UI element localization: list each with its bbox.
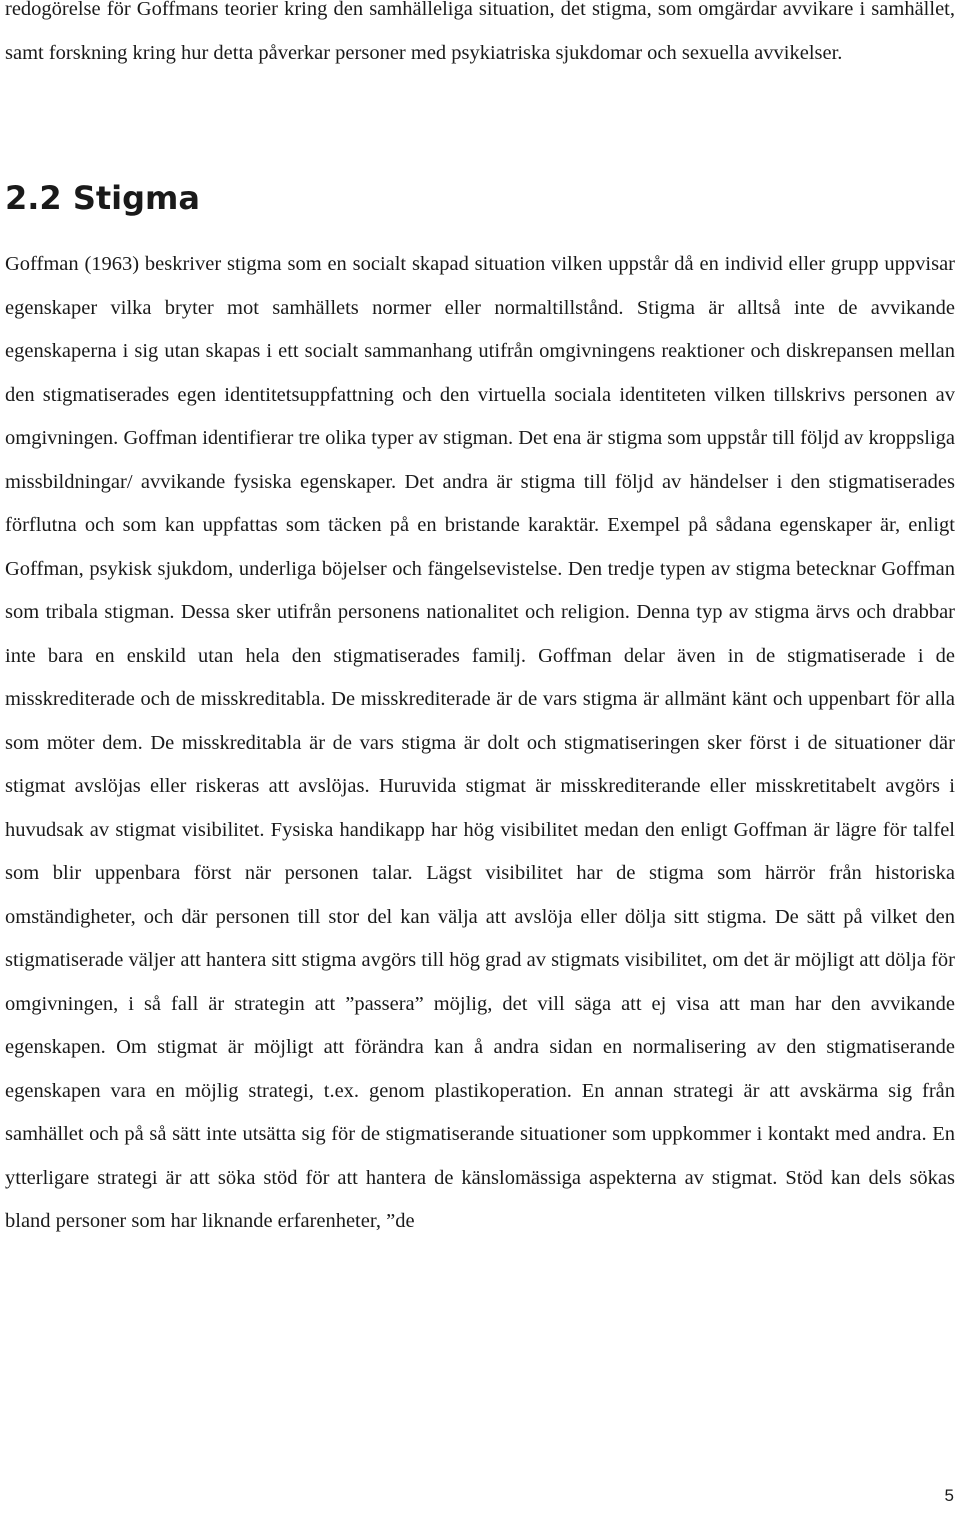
section-heading: 2.2 Stigma (5, 179, 200, 217)
body-paragraph: Goffman (1963) beskriver stigma som en socialt skapad situation vilken uppstår då en individ eller grupp uppvisar egenskaper vilka bryter mot samhällets normer eller normaltillstånd. Stigma är alltså inte de avvikande egenskaperna i sig utan skapas i ett socialt sammanhang utifrån omgivningens reaktioner och diskrepansen mellan den stigmatiserades egen identitetsuppfattning och den virtuella sociala identiteten vilken tillskrivs personen av omgivningen. Goffman identifierar tre olika typer av stigman. Det ena är stigma som uppstår till följd av kroppsliga missbildningar/ avvikande fysiska egenskaper. Det andra är stigma till följd av händelser i den stigmatiserades förflutna och som kan uppfattas som täcken på en bristande karaktär. Exempel på sådana egenskaper är, enligt Goffman, psykisk sjukdom, underliga böjelser och fängelsevistelse. Den tredje typen av stigma betecknar Goffman som tribala stigman. Dessa sker utifrån personens nationalitet och religion. Denna typ av stigma ärvs och drabbar inte bara en enskild utan hela den stigmatiserades familj. Goffman delar även in de stigmatiserade i de misskrediterade och de misskreditabla. De misskrediterade är de vars stigma är allmänt känt och uppenbart för alla som möter dem. De misskreditabla är de vars stigma är dolt och stigmatiseringen sker först i de situationer där stigmat avslöjas eller riskeras att avslöjas. Huruvida stigmat är misskrediterande eller misskretitabelt avgörs i huvudsak av stigmat visibilitet. Fysiska handikapp har hög visibilitet medan den enligt Goffman är lägre för talfel som blir uppenbara först när personen talar. Lägst visibilitet har de stigma som härrör från historiska omständigheter, och där personen till stor del kan välja att avslöja eller dölja sitt stigma. De sätt på vilket den stigmatiserade väljer att hantera sitt stigma avgörs till hög grad av stigmats visibilitet, om det är möjligt att dölja för omgivningen, i så fall är strategin att ”passera” möjlig, det vill säga att ej visa att man har den avvikande egenskapen. Om stigmat är möjligt att förändra kan å andra sidan en normalisering av den stigmatiserande egenskapen vara en möjlig strategi, t.ex. genom plastikoperation. En annan strategi är att avskärma sig från samhället och på så sätt inte utsätta sig för de stigmatiserande situationer som uppkommer i kontakt med andra. En ytterligare strategi är att söka stöd för att hantera de känslomässiga aspekterna av stigmat. Stöd kan dels sökas bland personer som har liknande erfarenheter, ”de (5, 253, 955, 1232)
page-number: 5 (944, 1486, 954, 1505)
intro-paragraph: redogörelse för Goffmans teorier kring den samhälleliga situation, det stigma, som omgärdar avvikare i samhället, samt forskning kring hur detta påverkar personer med psykiatriska sjukdomar och sexuella avvikelser. (5, 0, 955, 64)
document-page (5, 0, 955, 1232)
